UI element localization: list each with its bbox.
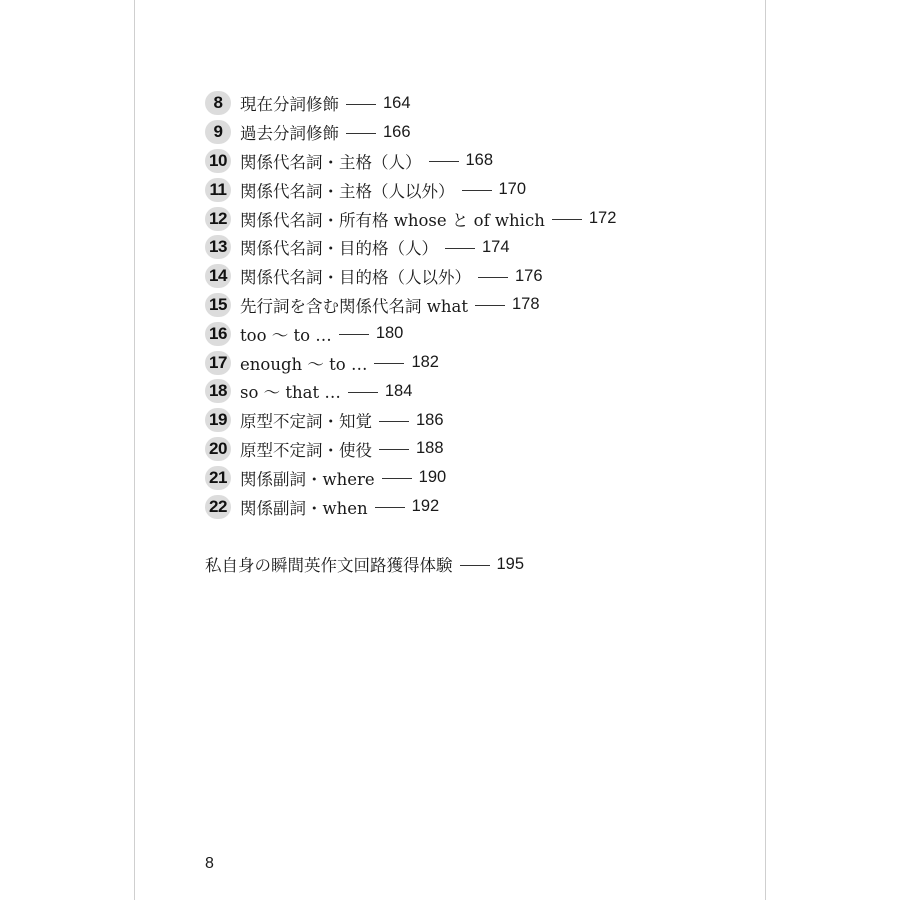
leader-dash [460,565,490,566]
chapter-title: so ～ that … [240,383,341,403]
leader-dash [346,133,376,134]
toc-entry-13[interactable] [205,233,616,262]
chapter-title: too ～ to … [240,325,332,345]
footer-page-number: 8 [205,855,214,872]
chapter-number-badge: 10 [205,149,231,173]
leader-dash [348,392,378,393]
toc-entry-19[interactable] [205,406,616,435]
leader-dash [462,190,492,191]
chapter-page-number: 188 [416,439,444,458]
chapter-title: 関係代名詞・目的格（人） [240,239,438,259]
chapter-number-badge: 20 [205,437,231,461]
essay-title: 私自身の瞬間英作文回路獲得体験 [205,556,453,575]
chapter-page-number: 170 [498,180,527,199]
leader-dash [339,334,369,335]
chapter-title: enough ～ to … [240,354,368,374]
leader-dash [379,421,409,422]
toc-entry-22[interactable] [205,492,616,521]
toc-entry-20[interactable] [205,435,616,464]
chapter-title: 関係代名詞・所有格 whose と of which [240,210,545,230]
table-of-contents [205,89,616,521]
chapter-number-badge: 8 [205,91,231,115]
leader-dash [379,449,409,450]
chapter-title: 関係副詞・where [240,469,375,489]
chapter-page-number: 172 [588,209,617,228]
toc-entry-12[interactable] [205,204,616,233]
leader-dash [375,507,405,508]
chapter-title: 原型不定詞・使役 [240,440,372,460]
leader-dash [429,161,459,162]
chapter-number-badge: 19 [205,408,231,432]
leader-dash [346,104,376,105]
chapter-title: 関係副詞・when [240,498,368,518]
toc-entry-10[interactable] [205,147,616,176]
chapter-page-number: 166 [383,122,411,141]
essay-page-number: 195 [496,554,525,573]
chapter-title: 関係代名詞・主格（人） [240,152,422,172]
toc-entry-17[interactable] [205,348,616,377]
chapter-page-number: 178 [511,295,540,314]
chapter-page-number: 182 [411,353,439,372]
chapter-number-badge: 9 [205,120,231,144]
toc-entry-14[interactable] [205,262,616,291]
chapter-title: 原型不定詞・知覚 [240,412,372,432]
chapter-number-badge: 16 [205,322,231,346]
chapter-number-badge: 15 [205,293,231,317]
chapter-number-badge: 22 [205,495,231,519]
chapter-title: 関係代名詞・目的格（人以外） [240,268,471,288]
leader-dash [552,219,582,220]
book-page [134,0,766,900]
toc-entry-8[interactable] [205,89,616,118]
chapter-page-number: 164 [383,93,411,112]
chapter-title: 関係代名詞・主格（人以外） [240,181,455,201]
toc-entry-15[interactable] [205,291,616,320]
chapter-number-badge: 12 [205,207,231,231]
chapter-page-number: 174 [482,237,510,256]
chapter-page-number: 186 [416,410,444,429]
chapter-title: 現在分詞修飾 [240,95,339,115]
toc-entry-9[interactable] [205,118,616,147]
chapter-page-number: 190 [418,468,447,487]
leader-dash [478,277,508,278]
chapter-page-number: 176 [515,266,543,285]
chapter-page-number: 168 [465,151,494,170]
chapter-title: 先行詞を含む関係代名詞 what [240,296,468,316]
chapter-number-badge: 14 [205,264,231,288]
toc-entry-16[interactable] [205,319,616,348]
chapter-number-badge: 17 [205,351,231,375]
toc-entry-11[interactable] [205,175,616,204]
chapter-page-number: 192 [411,497,440,516]
chapter-number-badge: 13 [205,235,231,259]
chapter-number-badge: 21 [205,466,231,490]
chapter-page-number: 180 [375,324,404,343]
chapter-number-badge: 11 [205,178,231,202]
leader-dash [475,305,505,306]
leader-dash [382,478,412,479]
leader-dash [445,248,475,249]
leader-dash [374,363,404,364]
toc-entry-essay[interactable] [205,551,524,577]
chapter-page-number: 184 [384,381,413,400]
toc-entry-21[interactable] [205,463,616,492]
chapter-title: 過去分詞修飾 [240,124,339,144]
toc-entry-18[interactable] [205,377,616,406]
chapter-number-badge: 18 [205,379,231,403]
